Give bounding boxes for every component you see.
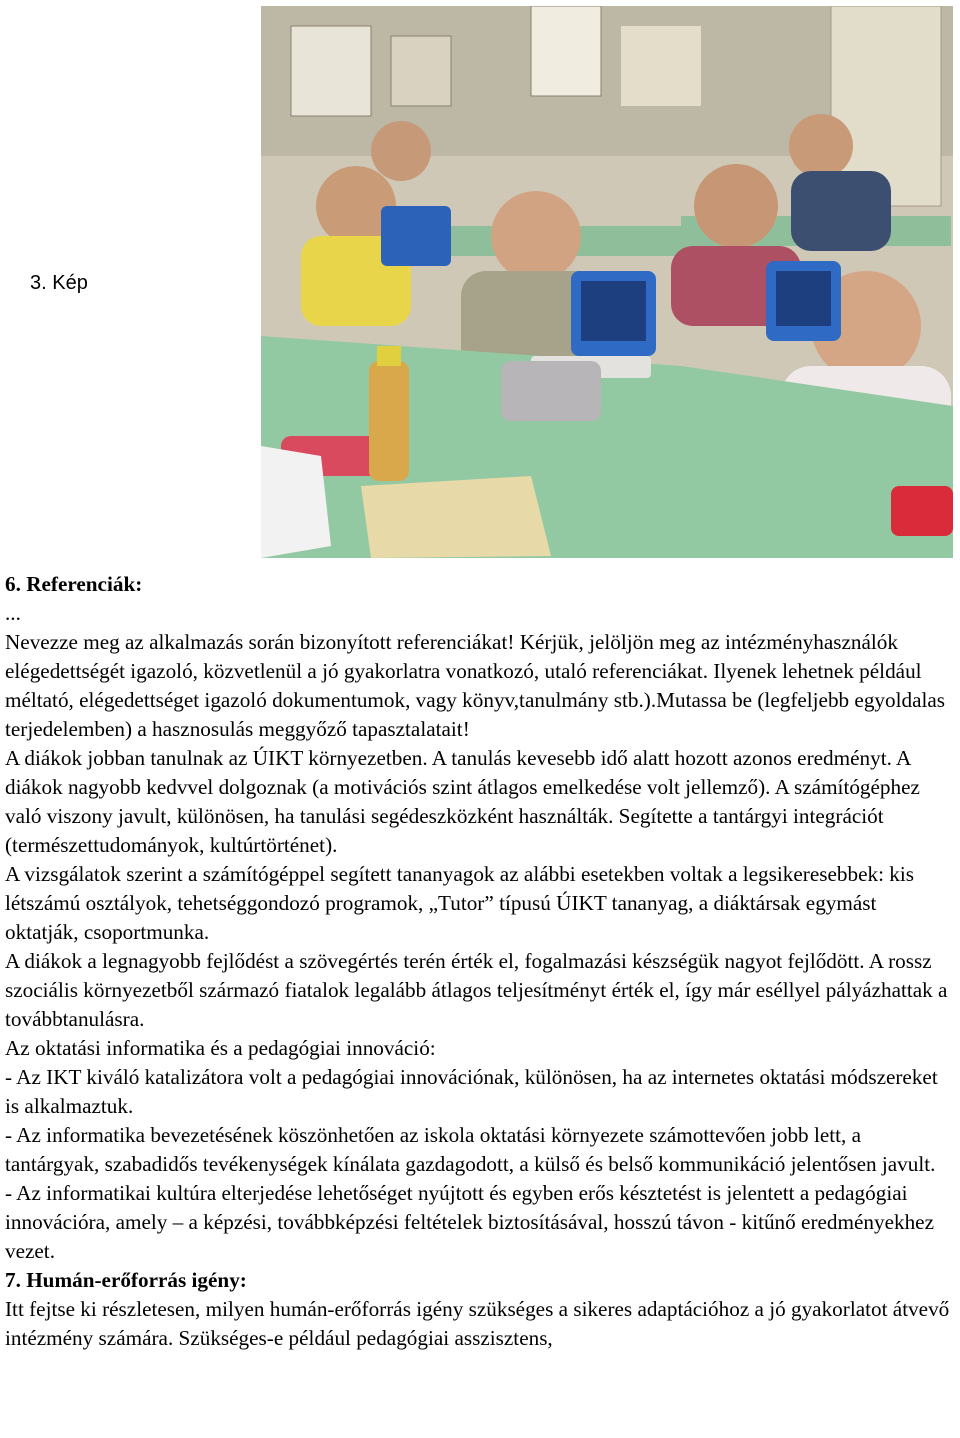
ellipsis: ... — [5, 601, 21, 625]
section-6-heading: 6. Referenciák: — [5, 572, 143, 596]
section-7-heading: 7. Humán-erőforrás igény: — [5, 1268, 247, 1292]
classroom-photo — [261, 6, 953, 558]
paragraph: - Az informatikai kultúra elterjedése lehetőséget nyújtott és egyben erős késztetést is jelentett a pedagógiai innovációra, amely – a képzési, továbbképzési feltételek biztosításával, hosszú távon - kitűnő eredményekhez vezet. — [5, 1181, 934, 1263]
figure-caption: 3. Kép — [30, 272, 88, 294]
document-body — [5, 570, 950, 1353]
paragraph: Az oktatási informatika és a pedagógiai innováció: — [5, 1036, 436, 1060]
paragraph: - Az IKT kiváló katalizátora volt a pedagógiai innovációnak, különösen, ha az internetes oktatási módszereket is alkalmaztuk. — [5, 1065, 938, 1118]
section-7-prompt: Itt fejtse ki részletesen, milyen humán-erőforrás igény szükséges a sikeres adaptációhoz a jó gyakorlatot átvevő intézmény számára. Szükséges-e például pedagógiai asszisztens, — [5, 1297, 950, 1350]
paragraph: A vizsgálatok szerint a számítógéppel segített tananyagok az alábbi esetekben voltak a legsikeresebbek: kis létszámú osztályok, tehetséggondozó programok, „Tutor” típusú ÚIKT tananyag, a diáktársak egymást oktatják, csoportmunka. — [5, 862, 914, 944]
paragraph: A diákok jobban tanulnak az ÚIKT környezetben. A tanulás kevesebb idő alatt hozott azonos eredményt. A diákok nagyobb kedvvel dolgoznak (a motivációs szint átlagos emelkedése volt jellemző). A számítógéphez való viszony javult, különösen, ha tanulási segédeszközként használták. Segítette a tantárgyi integrációt (természettudományok, kultúrtörténet). — [5, 746, 920, 857]
paragraph: - Az informatika bevezetésének köszönhetően az iskola oktatási környezete számottevően jobb lett, a tantárgyak, szabadidős tevékenységek kínálata gazdagodott, a külső és belső kommunikáció jelentősen javult. — [5, 1123, 936, 1176]
paragraph: A diákok a legnagyobb fejlődést a szövegértés terén érték el, fogalmazási készségük nagyot fejlődött. A rossz szociális környezetből származó fiatalok legalább átlagos teljesítményt érték el, így már eséllyel pályázhattak a továbbtanulásra. — [5, 949, 948, 1031]
section-6-prompt: Nevezze meg az alkalmazás során bizonyított referenciákat! Kérjük, jelöljön meg az intézményhasználók elégedettségét igazoló, közvetlenül a jó gyakorlatra vonatkozó, utaló referenciákat. Ilyenek lehetnek például méltató, elégedettséget igazoló dokumentumok, vagy könyv,tanulmány stb.).Mutassa be (legfeljebb egyoldalas terjedelemben) a hasznosulás meggyőző tapasztalatait! — [5, 630, 946, 741]
